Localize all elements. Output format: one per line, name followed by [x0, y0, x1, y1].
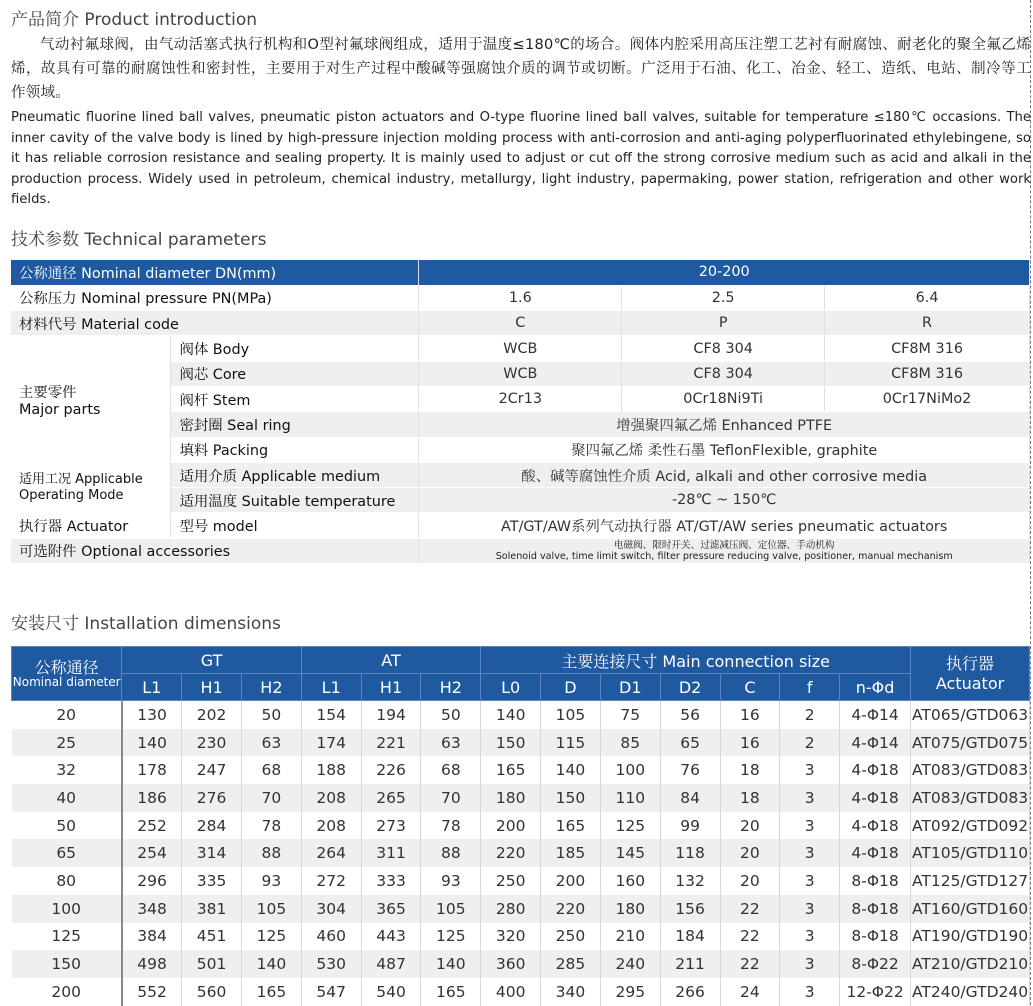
table-row — [12, 729, 1030, 757]
dimension-cell: 348 — [122, 895, 182, 923]
dimension-cell: 22 — [720, 895, 780, 923]
actuator-model-label: 型号 model — [171, 513, 419, 538]
actuator-cell: AT160/GTD160 — [911, 895, 1030, 923]
dimension-cell: 314 — [182, 839, 242, 867]
dimension-cell: 185 — [541, 839, 601, 867]
dimension-cell: 320 — [481, 923, 541, 951]
dimension-cell: 247 — [182, 756, 242, 784]
major-parts-label-en: Major parts — [19, 401, 101, 418]
nominal-diameter-cell: 25 — [12, 729, 122, 757]
actuator-value: AT/GT/AW系列气动执行器 AT/GT/AW series pneumatic actuators — [419, 513, 1030, 538]
dimension-cell: 400 — [481, 978, 541, 1006]
dimension-cell: 8-Φ18 — [840, 895, 911, 923]
dimension-cell: 105 — [421, 895, 481, 923]
major-parts-label — [11, 336, 171, 462]
header-row — [12, 647, 1030, 674]
core-value: WCB — [419, 361, 622, 386]
actuator-cell: AT190/GTD190 — [911, 923, 1030, 951]
dimension-cell: 230 — [182, 729, 242, 757]
nominal-diameter-cell: 65 — [12, 839, 122, 867]
dimension-cell: 50 — [421, 701, 481, 729]
dimension-cell: 208 — [301, 784, 361, 812]
table-row — [12, 701, 1030, 729]
tech-title: 技术参数 Technical parameters — [11, 230, 267, 250]
dimension-cell: 296 — [122, 867, 182, 895]
dimension-cell: 70 — [421, 784, 481, 812]
material-code-label: 材料代号 Material code — [11, 311, 419, 336]
column-header: H2 — [242, 674, 302, 701]
temperature-value: -28℃ ~ 150℃ — [419, 488, 1030, 513]
dimension-cell: 105 — [242, 895, 302, 923]
dimension-cell: 498 — [122, 950, 182, 978]
dimension-cell: 280 — [481, 895, 541, 923]
intro-title: 产品简介 Product introduction — [11, 10, 258, 30]
dimension-cell: 252 — [122, 812, 182, 840]
dimension-cell: 165 — [481, 756, 541, 784]
dimension-cell: 150 — [481, 729, 541, 757]
dimension-cell: 63 — [242, 729, 302, 757]
column-header: n-Φd — [840, 674, 911, 701]
nominal-diameter-cell: 40 — [12, 784, 122, 812]
subheader-row — [12, 674, 1030, 701]
accessories-en: Solenoid valve, time limit switch, filter pressure reducing valve, positioner, manual mechanism — [495, 550, 953, 562]
dimension-cell: 4-Φ18 — [840, 812, 911, 840]
dimension-cell: 384 — [122, 923, 182, 951]
dimension-cell: 226 — [361, 756, 421, 784]
dimension-cell: 560 — [182, 978, 242, 1006]
dimension-cell: 186 — [122, 784, 182, 812]
table-row — [11, 462, 1030, 487]
table-row — [12, 923, 1030, 951]
table-row — [12, 895, 1030, 923]
dimension-cell: 140 — [242, 950, 302, 978]
dimension-cell: 125 — [242, 923, 302, 951]
accessories-cn: 电磁阀、限时开关、过滤减压阀、定位器、手动机构 — [613, 539, 835, 551]
dimension-cell: 115 — [541, 729, 601, 757]
dimension-cell: 154 — [301, 701, 361, 729]
gt-header: GT — [122, 647, 301, 674]
dimension-cell: 221 — [361, 729, 421, 757]
material-code-value: P — [622, 311, 825, 336]
dimension-cell: 443 — [361, 923, 421, 951]
actuator-cell: AT083/GTD083 — [911, 756, 1030, 784]
nominal-diameter-cell: 125 — [12, 923, 122, 951]
dimension-cell: 22 — [720, 923, 780, 951]
dimension-cell: 211 — [660, 950, 720, 978]
dimension-cell: 24 — [720, 978, 780, 1006]
dimension-cell: 3 — [780, 950, 840, 978]
dimension-cell: 140 — [122, 729, 182, 757]
dimension-cell: 340 — [541, 978, 601, 1006]
dimension-cell: 311 — [361, 839, 421, 867]
actuator-cell: AT125/GTD127 — [911, 867, 1030, 895]
dimension-cell: 85 — [600, 729, 660, 757]
dimension-cell: 220 — [541, 895, 601, 923]
installation-dimensions-table — [11, 646, 1030, 1006]
dimension-cell: 451 — [182, 923, 242, 951]
medium-label: 适用介质 Applicable medium — [171, 462, 419, 487]
dimension-cell: 12-Φ22 — [840, 978, 911, 1006]
actuator-cell: AT105/GTD110 — [911, 839, 1030, 867]
dimension-cell: 4-Φ14 — [840, 701, 911, 729]
column-header: D2 — [660, 674, 720, 701]
dimension-cell: 174 — [301, 729, 361, 757]
dimension-cell: 118 — [660, 839, 720, 867]
major-parts-label-cn: 主要零件 — [19, 384, 77, 401]
dimension-cell: 250 — [481, 867, 541, 895]
actuator-cell: AT083/GTD083 — [911, 784, 1030, 812]
column-header: H1 — [361, 674, 421, 701]
operating-mode-label — [11, 462, 171, 513]
dimension-cell: 4-Φ14 — [840, 729, 911, 757]
dimension-cell: 273 — [361, 812, 421, 840]
nominal-diameter-cell: 150 — [12, 950, 122, 978]
dimension-cell: 130 — [122, 701, 182, 729]
dimension-cell: 165 — [242, 978, 302, 1006]
column-header: D1 — [600, 674, 660, 701]
dimension-cell: 460 — [301, 923, 361, 951]
dimension-cell: 165 — [541, 812, 601, 840]
dimension-cell: 188 — [301, 756, 361, 784]
dimension-cell: 304 — [301, 895, 361, 923]
operating-label-1: 适用工况 Applicable — [19, 471, 143, 487]
dimension-cell: 276 — [182, 784, 242, 812]
dimension-cell: 20 — [720, 867, 780, 895]
table-row — [12, 812, 1030, 840]
dimension-cell: 150 — [541, 784, 601, 812]
pressure-value: 6.4 — [825, 285, 1030, 310]
dimension-cell: 8-Φ22 — [840, 950, 911, 978]
column-header: H1 — [182, 674, 242, 701]
column-header: L1 — [301, 674, 361, 701]
intro-section — [11, 33, 1031, 211]
dimension-cell: 160 — [600, 867, 660, 895]
technical-parameters-table — [11, 260, 1030, 564]
dimension-cell: 105 — [541, 701, 601, 729]
actuator-label: 执行器 Actuator — [11, 513, 171, 538]
dimension-cell: 3 — [780, 784, 840, 812]
stem-value: 0Cr17NiMo2 — [825, 386, 1030, 411]
dimension-cell: 16 — [720, 701, 780, 729]
material-code-value: C — [419, 311, 622, 336]
dimension-cell: 70 — [242, 784, 302, 812]
dimension-cell: 202 — [182, 701, 242, 729]
pressure-value: 1.6 — [419, 285, 622, 310]
table-row — [12, 867, 1030, 895]
body-value: WCB — [419, 336, 622, 361]
column-header: H2 — [421, 674, 481, 701]
dimension-cell: 125 — [600, 812, 660, 840]
dimension-cell: 140 — [421, 950, 481, 978]
accessories-value — [419, 538, 1030, 563]
actuator-cell: AT092/GTD092 — [911, 812, 1030, 840]
dimension-cell: 200 — [541, 867, 601, 895]
pressure-value: 2.5 — [622, 285, 825, 310]
dimension-cell: 180 — [481, 784, 541, 812]
main-connection-header: 主要连接尺寸 Main connection size — [481, 647, 911, 674]
dimension-cell: 487 — [361, 950, 421, 978]
dimension-cell: 178 — [122, 756, 182, 784]
dimension-cell: 18 — [720, 784, 780, 812]
dimension-cell: 140 — [481, 701, 541, 729]
dimension-cell: 4-Φ18 — [840, 784, 911, 812]
dimension-cell: 65 — [660, 729, 720, 757]
nominal-diameter-cell: 80 — [12, 867, 122, 895]
core-value: CF8 304 — [622, 361, 825, 386]
medium-value: 酸、碱等腐蚀性介质 Acid, alkali and other corrosive media — [419, 462, 1030, 487]
nominal-diameter-header — [12, 647, 122, 701]
nominal-diameter-value: 20-200 — [419, 260, 1030, 285]
body-value: CF8 304 — [622, 336, 825, 361]
dimension-cell: 381 — [182, 895, 242, 923]
table-row — [12, 756, 1030, 784]
dimension-cell: 200 — [481, 812, 541, 840]
actuator-cell: AT065/GTD063 — [911, 701, 1030, 729]
dimension-cell: 16 — [720, 729, 780, 757]
dimension-cell: 284 — [182, 812, 242, 840]
dimension-cell: 8-Φ18 — [840, 923, 911, 951]
dimension-cell: 20 — [720, 812, 780, 840]
dimension-cell: 84 — [660, 784, 720, 812]
accessories-label: 可选附件 Optional accessories — [11, 538, 419, 563]
actuator-cell: AT075/GTD075 — [911, 729, 1030, 757]
nominal-header-cn: 公称通径 — [34, 657, 99, 677]
stem-label: 阀杆 Stem — [171, 386, 419, 411]
dimension-cell: 56 — [660, 701, 720, 729]
dimension-cell: 156 — [660, 895, 720, 923]
dimension-cell: 220 — [481, 839, 541, 867]
nominal-diameter-cell: 32 — [12, 756, 122, 784]
table-row — [11, 513, 1030, 538]
actuator-cell: AT210/GTD210 — [911, 950, 1030, 978]
dimension-cell: 501 — [182, 950, 242, 978]
actuator-header-cn: 执行器 — [946, 653, 995, 673]
dimension-cell: 3 — [780, 756, 840, 784]
dimension-cell: 547 — [301, 978, 361, 1006]
dimension-cell: 266 — [660, 978, 720, 1006]
dimension-cell: 3 — [780, 978, 840, 1006]
dimension-cell: 552 — [122, 978, 182, 1006]
stem-value: 2Cr13 — [419, 386, 622, 411]
dimension-cell: 145 — [600, 839, 660, 867]
nominal-diameter-label: 公称通径 Nominal diameter DN(mm) — [11, 260, 419, 285]
dimension-cell: 68 — [421, 756, 481, 784]
dimension-cell: 68 — [242, 756, 302, 784]
table-row — [11, 311, 1030, 336]
nominal-diameter-cell: 50 — [12, 812, 122, 840]
dimension-cell: 8-Φ18 — [840, 867, 911, 895]
nominal-header-en: Nominal diameter — [12, 674, 121, 689]
seal-ring-value: 增强聚四氟乙烯 Enhanced PTFE — [419, 412, 1030, 437]
dimension-cell: 93 — [242, 867, 302, 895]
intro-cn-paragraph: 气动衬氟球阀，由气动活塞式执行机构和O型衬氟球阀组成，适用于温度≤180℃的场合。阀体内腔采用高压注塑工艺衬有耐腐蚀、耐老化的聚全氟乙烯烯，故具有可靠的耐腐蚀性和密封性，主要用于对生产过程中酸碱等强腐蚀介质的调节或切断。广泛用于石油、化工、冶金、轻工、造纸、电站、制冷等工作领域。 — [11, 37, 1031, 101]
column-header: L0 — [481, 674, 541, 701]
dimension-cell: 333 — [361, 867, 421, 895]
dimension-cell: 22 — [720, 950, 780, 978]
dimension-cell: 100 — [600, 756, 660, 784]
dims-title: 安装尺寸 Installation dimensions — [11, 614, 281, 634]
dimension-cell: 250 — [541, 923, 601, 951]
nominal-diameter-cell: 200 — [12, 978, 122, 1006]
dimension-cell: 3 — [780, 867, 840, 895]
dimension-cell: 2 — [780, 729, 840, 757]
at-header: AT — [301, 647, 480, 674]
dimension-cell: 140 — [541, 756, 601, 784]
dimension-cell: 285 — [541, 950, 601, 978]
dimension-cell: 530 — [301, 950, 361, 978]
column-header: f — [780, 674, 840, 701]
dimension-cell: 208 — [301, 812, 361, 840]
body-value: CF8M 316 — [825, 336, 1030, 361]
dimension-cell: 540 — [361, 978, 421, 1006]
nominal-diameter-cell: 100 — [12, 895, 122, 923]
dimension-cell: 76 — [660, 756, 720, 784]
dimension-cell: 93 — [421, 867, 481, 895]
column-header: L1 — [122, 674, 182, 701]
dimension-cell: 210 — [600, 923, 660, 951]
dimension-cell: 110 — [600, 784, 660, 812]
dimension-cell: 365 — [361, 895, 421, 923]
operating-label-2: Operating Mode — [19, 487, 124, 503]
dimension-cell: 75 — [600, 701, 660, 729]
dimension-cell: 265 — [361, 784, 421, 812]
nominal-pressure-label: 公称压力 Nominal pressure PN(MPa) — [11, 285, 419, 310]
column-header: C — [720, 674, 780, 701]
dimension-cell: 2 — [780, 701, 840, 729]
table-row — [12, 978, 1030, 1006]
dimension-cell: 18 — [720, 756, 780, 784]
dimension-cell: 3 — [780, 923, 840, 951]
dimension-cell: 180 — [600, 895, 660, 923]
table-row — [11, 260, 1030, 285]
dimension-cell: 20 — [720, 839, 780, 867]
actuator-header-en: Actuator — [935, 673, 1005, 693]
dimension-cell: 240 — [600, 950, 660, 978]
column-header: D — [541, 674, 601, 701]
dimension-cell: 254 — [122, 839, 182, 867]
dimension-cell: 125 — [421, 923, 481, 951]
dimension-cell: 99 — [660, 812, 720, 840]
material-code-value: R — [825, 311, 1030, 336]
table-row — [12, 950, 1030, 978]
dimension-cell: 88 — [421, 839, 481, 867]
table-row — [11, 538, 1030, 563]
packing-value: 聚四氟乙烯 柔性石墨 TeflonFlexible, graphite — [419, 437, 1030, 462]
table-row — [12, 839, 1030, 867]
dimension-cell: 184 — [660, 923, 720, 951]
core-label: 阀芯 Core — [171, 361, 419, 386]
temperature-label: 适用温度 Suitable temperature — [171, 488, 419, 513]
nominal-diameter-cell: 20 — [12, 701, 122, 729]
dimension-cell: 165 — [421, 978, 481, 1006]
dimension-cell: 50 — [242, 701, 302, 729]
seal-ring-label: 密封圈 Seal ring — [171, 412, 419, 437]
packing-label: 填料 Packing — [171, 437, 419, 462]
dimension-cell: 194 — [361, 701, 421, 729]
dimension-cell: 78 — [242, 812, 302, 840]
dimension-cell: 335 — [182, 867, 242, 895]
stem-value: 0Cr18Ni9Ti — [622, 386, 825, 411]
dimension-cell: 132 — [660, 867, 720, 895]
actuator-cell: AT240/GTD240 — [911, 978, 1030, 1006]
dimension-cell: 4-Φ18 — [840, 839, 911, 867]
dimension-cell: 78 — [421, 812, 481, 840]
dimension-cell: 3 — [780, 812, 840, 840]
body-label: 阀体 Body — [171, 336, 419, 361]
dimension-cell: 88 — [242, 839, 302, 867]
dimension-cell: 272 — [301, 867, 361, 895]
table-row — [12, 784, 1030, 812]
dimension-cell: 3 — [780, 895, 840, 923]
dimension-cell: 360 — [481, 950, 541, 978]
core-value: CF8M 316 — [825, 361, 1030, 386]
dimension-cell: 4-Φ18 — [840, 756, 911, 784]
dimension-cell: 264 — [301, 839, 361, 867]
intro-en-paragraph: Pneumatic fluorine lined ball valves, pneumatic piston actuators and O-type fluorine lined ball valves, suitable for temperature ≤180℃ occasions. The inner cavity of the valve body is lined by high-pressure injection molding process with anti-corrosion and anti-aging polyperfluorinated ethylebingene, so it has reliable corrosion resistance and sealing property. It is mainly used to adjust or cut off the strong corrosive medium such as acid and alkali in the production process. Widely used in petroleum, chemical industry, metallurgy, light industry, papermaking, power station, refrigeration and other work fields. — [11, 110, 1031, 207]
dimension-cell: 295 — [600, 978, 660, 1006]
actuator-header — [911, 647, 1030, 701]
table-row — [11, 336, 1030, 361]
dimension-cell: 3 — [780, 839, 840, 867]
table-row — [11, 285, 1030, 310]
dimension-cell: 63 — [421, 729, 481, 757]
